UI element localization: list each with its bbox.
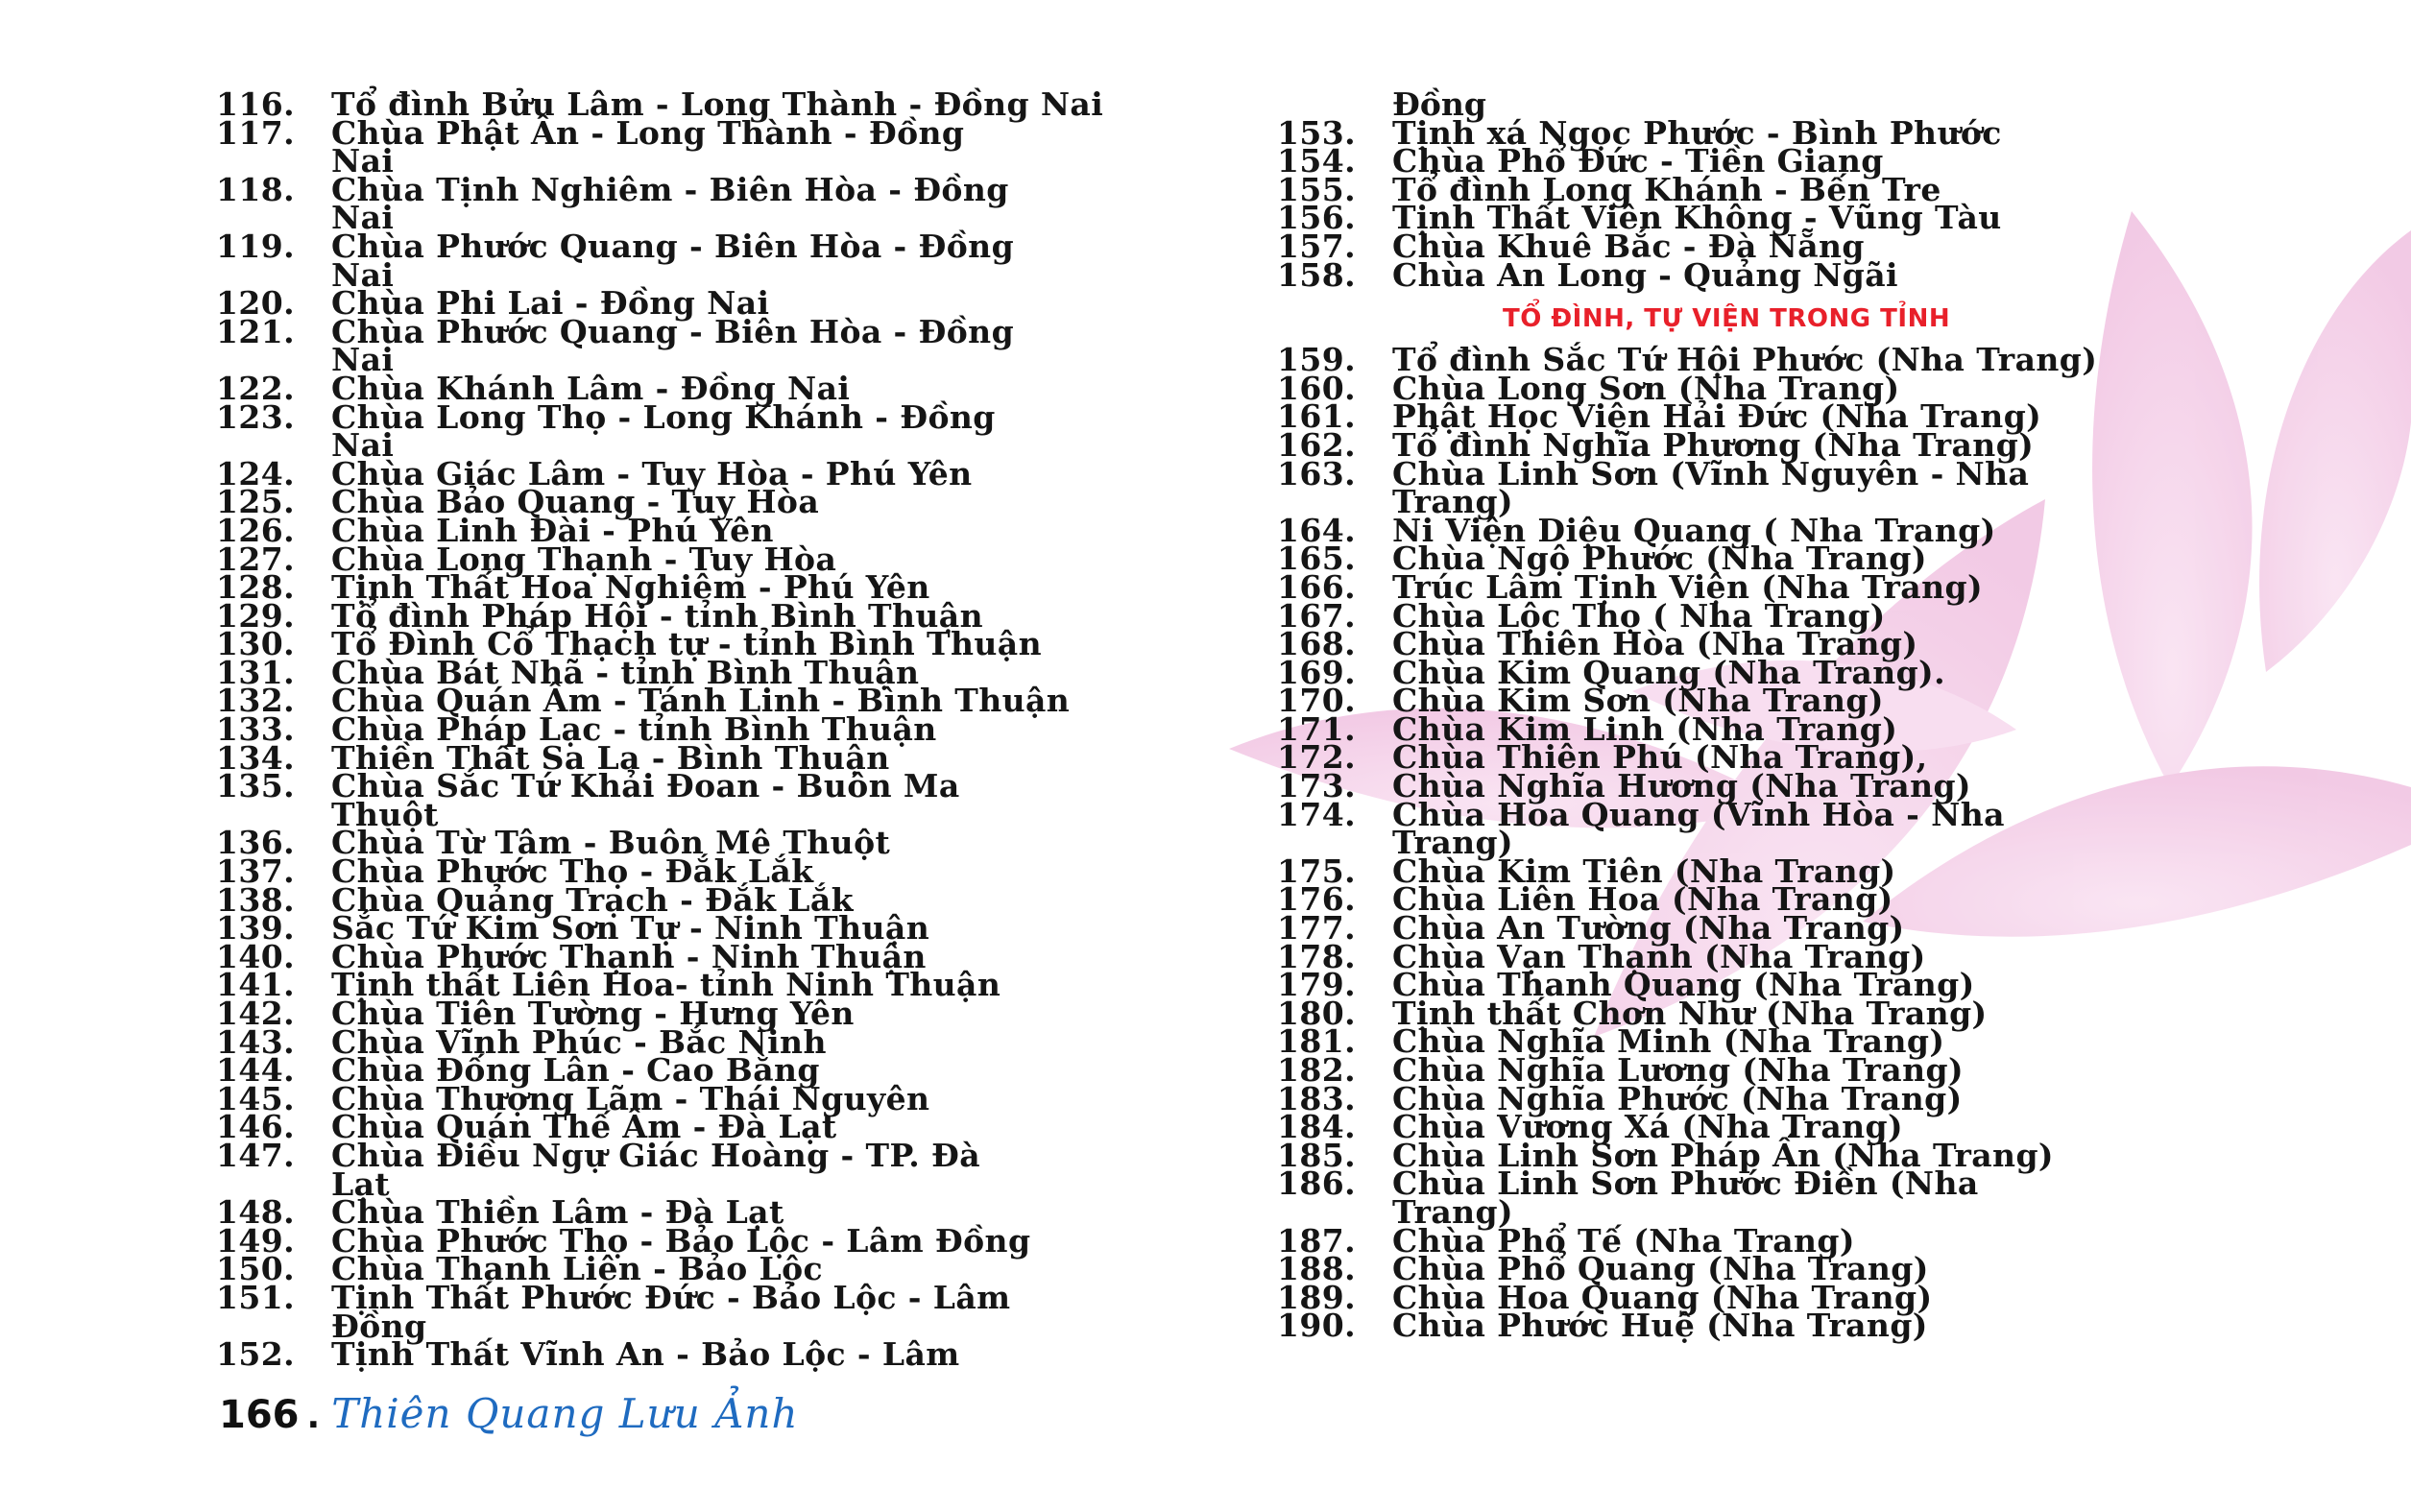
list-item-number: 176.: [1277, 880, 1356, 919]
list-item-line: Chùa Linh Sơn Pháp Ấn (Nha Trang): [1392, 1136, 2054, 1174]
list-item-line: Tổ đình Pháp Hội - tỉnh Bình Thuận: [331, 596, 983, 635]
list-item-wrap-line: Trang): [1392, 824, 1514, 862]
book-title: Thiên Quang Lưu Ảnh: [331, 1390, 799, 1437]
list-item-number: 145.: [216, 1079, 295, 1117]
list-item-line: Chùa Thanh Liên - Bảo Lộc: [331, 1250, 824, 1288]
list-item-wrap-line: Nai: [331, 426, 395, 465]
list-item-line: Chùa Giác Lâm - Tuy Hòa - Phú Yên: [331, 454, 973, 492]
list-item-line: Chùa Phước Quang - Biên Hòa - Đồng: [331, 227, 1015, 265]
list-item-number: 136.: [216, 824, 295, 862]
list-item-line: Tịnh Thất Viên Không - Vũng Tàu: [1392, 199, 2002, 237]
list-item-line: Chùa Bát Nhã - tỉnh Bình Thuận: [331, 653, 920, 691]
list-item-line: Chùa Kim Quang (Nha Trang).: [1392, 653, 1945, 691]
list-item-line: Chùa Phổ Quang (Nha Trang): [1392, 1250, 1929, 1288]
list-item-line: Chùa Nghĩa Lương (Nha Trang): [1392, 1051, 1964, 1089]
list-item-number: 165.: [1277, 540, 1356, 578]
list-item-line: Chùa An Long - Quảng Ngãi: [1392, 255, 1898, 294]
list-item-number: 148.: [216, 1193, 295, 1232]
list-item-number: 187.: [1277, 1221, 1356, 1260]
list-item-number: 132.: [216, 682, 295, 720]
list-item-line: Chùa Tiên Tường - Hưng Yên: [331, 995, 855, 1032]
list-item-number: 123.: [216, 397, 295, 436]
list-item-number: 157.: [1277, 227, 1356, 265]
list-item-line: Chùa Quảng Trạch - Đắk Lắk: [331, 880, 854, 919]
list-item-line: Tổ đình Bửu Lâm - Long Thành - Đồng Nai: [331, 85, 1104, 123]
list-item-line: Tịnh Thất Vĩnh An - Bảo Lộc - Lâm: [331, 1335, 960, 1374]
list-item-wrap-line: Nai: [331, 199, 395, 237]
list-item-line: Tổ đình Nghĩa Phương (Nha Trang): [1392, 425, 2035, 464]
list-item-number: 181.: [1277, 1022, 1356, 1061]
list-item-line: Chùa Nghĩa Minh (Nha Trang): [1392, 1022, 1945, 1061]
list-item-line: Tổ đình Long Khánh - Bến Tre: [1392, 170, 1941, 208]
list-item-wrap-line: Trang): [1392, 1192, 1514, 1231]
list-item-line: Chùa Khuê Bắc - Đà Nẵng: [1392, 227, 1865, 265]
list-item-number: 179.: [1277, 966, 1356, 1004]
list-item-text: [1392, 1307, 2223, 1345]
list-item-number: 133.: [216, 710, 295, 749]
list-item: [216, 1335, 1162, 1374]
left-column: [216, 85, 1162, 1374]
list-item-line: Chùa Lộc Thọ ( Nha Trang): [1392, 596, 1886, 635]
list-item: [216, 170, 1162, 237]
list-item-line: Chùa Long Sơn (Nha Trang): [1392, 369, 1900, 407]
list-item-line: Chùa Phổ Đức - Tiền Giang: [1392, 142, 1884, 180]
list-item-line: Thiền Thất Sa La - Bình Thuận: [331, 738, 890, 777]
list-item-number: 153.: [1277, 113, 1356, 152]
list-item-line: Chùa Phước Thọ - Bảo Lộc - Lâm Đồng: [331, 1221, 1031, 1260]
list-item: [216, 113, 1162, 180]
list-item-line: Chùa Long Thạnh - Tuy Hòa: [331, 540, 837, 578]
list-item-number: 144.: [216, 1051, 295, 1090]
list-item-line: Chùa Thượng Lãm - Thái Nguyên: [331, 1079, 930, 1117]
list-item: [1277, 1164, 2223, 1231]
list-item-line: Chùa Từ Tâm - Buôn Mê Thuột: [331, 824, 891, 862]
list-item-line: Chùa Quán Thế Âm - Đà Lạt: [331, 1108, 837, 1146]
list-item-number: 166.: [1277, 567, 1356, 606]
list-item-number: 188.: [1277, 1250, 1356, 1288]
list-item-text: [331, 767, 1162, 833]
list-item-number: 184.: [1277, 1108, 1356, 1146]
list-item-line: Chùa Thiên Phú (Nha Trang),: [1392, 738, 1928, 777]
list-item-line: Chùa Khánh Lâm - Đồng Nai: [331, 369, 851, 407]
list-item-number: 116.: [216, 85, 295, 123]
list-item-continuation: Đồng: [1392, 85, 1486, 123]
list-item: [216, 1278, 1162, 1345]
list-item-line: Chùa Sắc Tứ Khải Đoan - Buôn Ma: [331, 767, 960, 805]
list-item-line: Chùa Phổ Tế (Nha Trang): [1392, 1221, 1855, 1260]
list-item-number: 183.: [1277, 1079, 1356, 1117]
list-item-line: Chùa Long Thọ - Long Khánh - Đồng: [331, 397, 996, 436]
list-item-number: 182.: [1277, 1051, 1356, 1089]
list-item-number: 129.: [216, 596, 295, 635]
list-item-line: Chùa Phước Thọ - Đắk Lắk: [331, 852, 814, 891]
list-item-number: 122.: [216, 369, 295, 407]
list-item-line: Chùa Quán Âm - Tánh Linh - Bình Thuận: [331, 682, 1071, 720]
list-item-line: Tịnh Thất Phước Đức - Bảo Lộc - Lâm: [331, 1278, 1011, 1316]
list-item-number: 178.: [1277, 937, 1356, 975]
list-item-line: Tịnh thất Chơn Như (Nha Trang): [1392, 994, 1988, 1032]
list-item-text: [331, 227, 1162, 294]
list-item: [216, 227, 1162, 294]
list-item-number: 150.: [216, 1250, 295, 1288]
list-item-line: Chùa Phước Quang - Biên Hòa - Đồng: [331, 312, 1015, 350]
list-item-number: 128.: [216, 568, 295, 607]
list-item-line: Chùa An Tường (Nha Trang): [1392, 909, 1905, 948]
list-item-line: Chùa Điều Ngự Giác Hoàng - TP. Đà: [331, 1136, 981, 1174]
list-item-line: Chùa Pháp Lạc - tỉnh Bình Thuận: [331, 710, 937, 749]
list-item-line: Chùa Nghĩa Phước (Nha Trang): [1392, 1079, 1963, 1117]
list-item-line: Chùa Phước Huệ (Nha Trang): [1392, 1307, 1928, 1345]
list-item-number: 186.: [1277, 1164, 1356, 1203]
list-item-number: 119.: [216, 227, 295, 265]
list-item-line: Chùa Kim Linh (Nha Trang): [1392, 709, 1898, 748]
list-item-line: Chùa Phật Ân - Long Thành - Đồng: [331, 113, 965, 152]
list-item-number: 161.: [1277, 397, 1356, 436]
list-item: [216, 397, 1162, 465]
list-item-number: 172.: [1277, 738, 1356, 777]
list-item: [1277, 1307, 2223, 1345]
list-item-wrap-line: Trang): [1392, 483, 1514, 521]
list-item: [1277, 255, 2223, 294]
footer-separator: .: [306, 1397, 321, 1436]
list-item-line: Phật Học Viện Hải Đức (Nha Trang): [1392, 397, 2042, 436]
list-item-text: [331, 1335, 1162, 1374]
list-item-text: [331, 312, 1162, 379]
page-footer: [219, 1390, 799, 1437]
list-item-text: [331, 1136, 1162, 1203]
list-item-line: Chùa Phi Lai - Đồng Nai: [331, 284, 770, 323]
list-item: [1277, 795, 2223, 862]
list-item-number: 152.: [216, 1335, 295, 1374]
list-item-text: [331, 397, 1162, 465]
right-column: [1277, 85, 2223, 1345]
list-item-line: Chùa Vĩnh Phúc - Bắc Ninh: [331, 1022, 827, 1061]
list-item-line: Tịnh Thất Hoa Nghiêm - Phú Yên: [331, 568, 930, 607]
list-item-number: 168.: [1277, 625, 1356, 663]
list-item-line: Tịnh thất Liên Hoa- tỉnh Ninh Thuận: [331, 966, 1001, 1004]
list-item-number: 174.: [1277, 795, 1356, 833]
list-item-line: Tổ Đình Cổ Thạch tự - tỉnh Bình Thuận: [331, 625, 1042, 663]
list-item-number: 164.: [1277, 511, 1356, 549]
list-item-line: Chùa Thanh Quang (Nha Trang): [1392, 966, 1975, 1004]
list-item-number: 118.: [216, 170, 295, 208]
list-item-line: Chùa Linh Sơn (Vĩnh Nguyên - Nha: [1392, 454, 2030, 492]
list-item-number: 139.: [216, 909, 295, 948]
list-item-line: Chùa Kim Sơn (Nha Trang): [1392, 682, 1884, 720]
list-item-number: 189.: [1277, 1278, 1356, 1316]
list-item-line: Chùa Hoa Quang (Vĩnh Hòa - Nha: [1392, 795, 2005, 833]
list-item-number: 143.: [216, 1022, 295, 1061]
list-item-line: Chùa Ngộ Phước (Nha Trang): [1392, 540, 1927, 578]
list-item-number: 173.: [1277, 767, 1356, 805]
list-item-number: 130.: [216, 625, 295, 663]
list-item-line: Chùa Linh Đài - Phú Yên: [331, 511, 774, 549]
list-item-number: 146.: [216, 1108, 295, 1146]
list-item-line: Chùa Đống Lân - Cao Bằng: [331, 1051, 820, 1090]
list-item: [216, 312, 1162, 379]
list-item-text: [1392, 454, 2223, 521]
list-item-number: 135.: [216, 767, 295, 805]
list-item-line: Chùa Vạn Thạnh (Nha Trang): [1392, 937, 1926, 975]
list-item-line: Trúc Lâm Tịnh Viện (Nha Trang): [1392, 567, 1983, 606]
list-item-line: Sắc Tứ Kim Sơn Tự - Ninh Thuận: [331, 909, 930, 948]
list-item-text: [331, 113, 1162, 180]
list-item-number: 121.: [216, 312, 295, 350]
list-item-number: 171.: [1277, 709, 1356, 748]
list-item-number: 134.: [216, 738, 295, 777]
list-item: [216, 1136, 1162, 1203]
list-item-line: Chùa Kim Tiên (Nha Trang): [1392, 852, 1896, 890]
list-item-line: Tổ đình Sắc Tứ Hội Phước (Nha Trang): [1392, 341, 2098, 379]
list-item-number: 170.: [1277, 682, 1356, 720]
section-heading-row: [1277, 289, 2223, 346]
list-item-number: 120.: [216, 284, 295, 323]
list-item-number: 175.: [1277, 852, 1356, 890]
list-item-text: [1392, 795, 2223, 862]
list-item-number: 127.: [216, 540, 295, 578]
list-item-number: 167.: [1277, 596, 1356, 635]
list-item-number: 137.: [216, 852, 295, 891]
section-heading: TỔ ĐÌNH, TỰ VIỆN TRONG TỈNH: [1503, 304, 1951, 334]
list-item-line: Chùa Bảo Quang - Tuy Hòa: [331, 483, 820, 521]
list-item-line: Chùa Thiên Hòa (Nha Trang): [1392, 625, 1918, 663]
list-item-text: [1392, 255, 2223, 294]
list-item-line: Chùa Tịnh Nghiêm - Biên Hòa - Đồng: [331, 170, 1009, 208]
list-item-line: Ni Viện Diệu Quang ( Nha Trang): [1392, 511, 1996, 549]
list-item-number: 155.: [1277, 170, 1356, 208]
list-item-line: Tịnh xá Ngọc Phước - Bình Phước: [1392, 113, 2002, 152]
list-item-number: 140.: [216, 937, 295, 975]
list-item-number: 154.: [1277, 142, 1356, 180]
list-item-number: 138.: [216, 880, 295, 919]
list-item-line: Chùa Hoa Quang (Nha Trang): [1392, 1278, 1933, 1316]
list-item-line: Chùa Thiền Lâm - Đà Lạt: [331, 1193, 784, 1232]
list-item-line: Chùa Nghĩa Hương (Nha Trang): [1392, 767, 1971, 805]
list-item-number: 185.: [1277, 1136, 1356, 1174]
list-item: [1277, 454, 2223, 521]
list-item-number: 141.: [216, 966, 295, 1004]
list-item-number: 160.: [1277, 369, 1356, 407]
list-item-wrap-line: Nai: [331, 341, 395, 379]
list-item-number: 162.: [1277, 425, 1356, 464]
list-item-number: 156.: [1277, 199, 1356, 237]
list-item-number: 163.: [1277, 454, 1356, 492]
list-item-number: 124.: [216, 454, 295, 492]
list-item-line: Chùa Linh Sơn Phước Điền (Nha: [1392, 1164, 1979, 1203]
list-item-number: 131.: [216, 653, 295, 691]
list-item-number: 147.: [216, 1136, 295, 1174]
list-item-wrap-line: Đồng: [331, 1307, 427, 1345]
list-item-wrap-line: Thuột: [331, 795, 439, 833]
list-item-number: 149.: [216, 1221, 295, 1260]
list-item-text: [1392, 1164, 2223, 1231]
list-item-number: 159.: [1277, 341, 1356, 379]
list-item-number: 180.: [1277, 994, 1356, 1032]
list-item-number: 142.: [216, 995, 295, 1032]
list-item-wrap-line: Nai: [331, 142, 395, 180]
list-item-wrap-line: Nai: [331, 255, 395, 294]
list-item-number: 126.: [216, 511, 295, 549]
list-item-number: 151.: [216, 1278, 295, 1316]
list-item-number: 117.: [216, 113, 295, 152]
list-item-number: 158.: [1277, 255, 1356, 294]
list-item-wrap-line: Lạt: [331, 1164, 391, 1203]
list-item-line: Chùa Phước Thạnh - Ninh Thuận: [331, 937, 927, 975]
list-item-line: Chùa Liên Hoa (Nha Trang): [1392, 880, 1893, 919]
list-item: [216, 767, 1162, 833]
list-item-text: [331, 170, 1162, 237]
list-item-number: 177.: [1277, 909, 1356, 948]
page-number: 166: [219, 1393, 300, 1437]
list-item-number: 125.: [216, 483, 295, 521]
list-item-line: Chùa Vương Xá (Nha Trang): [1392, 1108, 1904, 1146]
list-item-text: [331, 1278, 1162, 1345]
list-item-number: 169.: [1277, 653, 1356, 691]
list-item-number: 190.: [1277, 1307, 1356, 1345]
